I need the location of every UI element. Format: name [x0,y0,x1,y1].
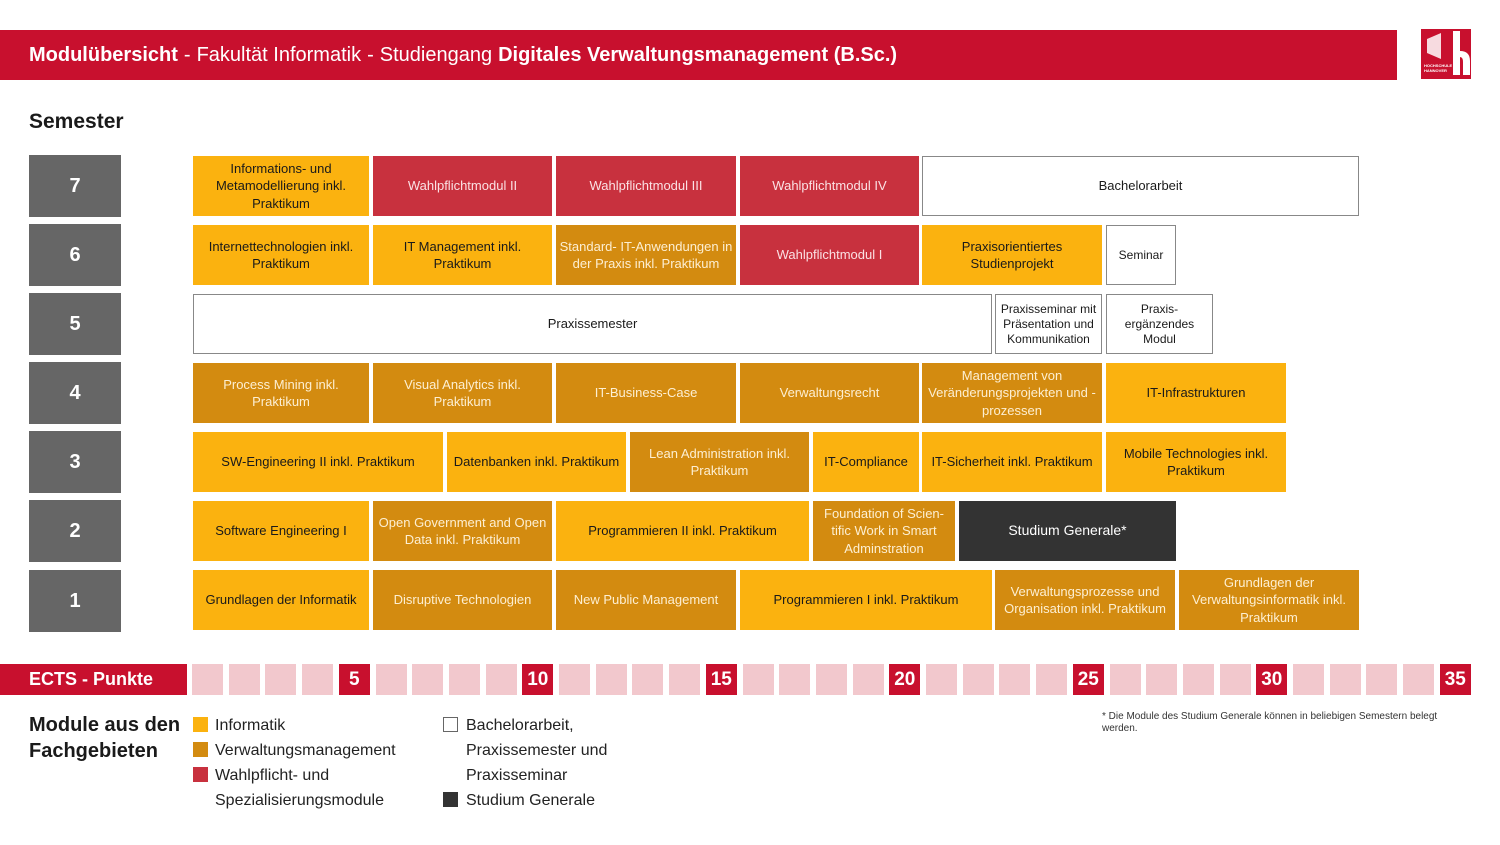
module-label: Programmieren II inkl. Praktikum [588,523,777,539]
ects-box [1293,664,1324,695]
module-card [556,570,736,630]
legend-label: Praxisseminar [466,767,568,784]
ects-box [1110,664,1141,695]
ects-box [1220,664,1251,695]
semester-1-label: 1 [29,570,121,632]
module-label: Datenbanken inkl. Praktikum [453,454,620,470]
module-card [193,432,443,492]
module-label: Praxisseminar mit Präsentation und Kommunikation [1000,301,1097,346]
ects-box [376,664,407,695]
ects-mark: 30 [1256,664,1287,695]
module-card [556,501,809,561]
module-card [959,501,1176,561]
module-card [922,432,1102,492]
module-card [193,501,369,561]
ects-mark: 15 [706,664,737,695]
module-label: Grundlagen der Verwaltungsinformatik inkl. Praktikum [1192,574,1346,625]
module-card [813,501,955,561]
module-card [193,225,369,285]
module-card [922,225,1102,285]
ects-box [669,664,700,695]
ects-box [229,664,260,695]
header-separator: - [183,43,191,66]
module-card [740,225,919,285]
module-label: Visual Analytics inkl. Praktikum [404,376,521,409]
ects-box [559,664,590,695]
module-label: Lean Administration inkl. Praktikum [649,445,790,478]
module-label: Wahlpflichtmodul I [776,247,883,263]
module-card [556,225,736,285]
module-label: Programmieren I inkl. Praktikum [773,592,959,608]
ects-box [1183,664,1214,695]
legend-label: Informatik [215,717,286,734]
module-card [1106,432,1286,492]
legend-swatch-bachelorarbeit [443,717,458,732]
legend-swatch-informatik [193,717,208,732]
module-card [373,225,552,285]
module-card [193,570,369,630]
semester-7-label: 7 [29,155,121,217]
semester-6-label: 6 [29,224,121,286]
header-bar [0,30,1397,80]
ects-box [596,664,627,695]
ects-box [779,664,810,695]
module-label: Wahlpflichtmodul III [589,178,703,194]
ects-mark: 10 [522,664,553,695]
legend-label: Wahlpflicht- und [215,767,330,784]
ects-box [743,664,774,695]
module-label: Foundation of Scien- tific Work in Smart Adminstration [824,505,944,556]
legend-label: Spezialisierungsmodule [215,792,384,809]
ects-box [1146,664,1177,695]
ects-box [999,664,1030,695]
header-title: Modulübersicht [29,43,178,66]
module-card [193,363,369,423]
legend-title-line: Fachgebieten [29,740,158,762]
header-separator: - [367,43,374,66]
legend-label: Verwaltungsmanagement [215,742,396,759]
module-label: IT-Infrastrukturen [1146,385,1246,401]
module-card [193,156,369,216]
module-card [813,432,919,492]
legend-swatch-wahlpflicht [193,767,208,782]
legend-swatch-studium-generale [443,792,458,807]
module-label: Software Engineering I [215,523,347,539]
module-label: Process Mining inkl. Praktikum [223,376,339,409]
module-card [556,363,736,423]
footnote: * Die Module des Studium Generale können in beliebigen Semestern belegt werden. [1102,711,1438,734]
ects-label: ECTS - Punkte [0,664,187,695]
module-label: Wahlpflichtmodul IV [772,178,887,194]
module-label: Wahlpflichtmodul II [407,178,518,194]
module-card [740,156,919,216]
module-card [922,363,1102,423]
ects-mark: 35 [1440,664,1471,695]
module-label: Praxisorientiertes Studienprojekt [961,238,1063,271]
module-label: Verwaltungsprozesse und Organisation inkl. Praktikum [1004,583,1166,616]
semester-2-label: 2 [29,500,121,562]
legend-label: Praxissemester und [466,742,608,759]
module-label: Seminar [1118,247,1164,262]
module-label: Informations- und Metamodellierung inkl. Praktikum [215,160,347,211]
module-label: IT-Business-Case [594,385,698,401]
module-label: Mobile Technologies inkl. Praktikum [1123,445,1269,478]
module-card [1179,570,1359,630]
ects-box [302,664,333,695]
module-label: Praxissemester [547,316,638,332]
legend-title [29,712,180,764]
semester-title: Semester [29,110,124,133]
ects-box [1330,664,1361,695]
ects-mark: 5 [339,664,370,695]
university-logo [1421,29,1471,79]
module-label: Standard- IT-Anwendungen in der Praxis inkl. Praktikum [559,238,733,271]
legend-swatch-verwaltung [193,742,208,757]
semester-3-label: 3 [29,431,121,493]
module-card [740,363,919,423]
ects-box [265,664,296,695]
ects-box [412,664,443,695]
ects-mark: 25 [1073,664,1104,695]
module-label: SW-Engineering II inkl. Praktikum [221,454,415,470]
header-program-label: Studiengang [379,43,493,66]
ects-box [192,664,223,695]
module-card [193,294,992,354]
module-card [1106,363,1286,423]
module-label: Internettechnologien inkl. Praktikum [208,238,354,271]
module-card [630,432,809,492]
ects-box [632,664,663,695]
module-card [373,570,552,630]
module-card [995,294,1102,354]
semester-4-label: 4 [29,362,121,424]
module-label: Management von Veränderungsprojekten und -prozessen [928,367,1096,418]
module-card [373,156,552,216]
header-faculty: Fakultät Informatik [196,43,362,66]
module-label: IT-Sicherheit inkl. Praktikum [931,454,1093,470]
module-card [373,501,552,561]
legend-title-line: Module aus den [29,714,181,736]
module-card [995,570,1175,630]
module-card [373,363,552,423]
module-label: New Public Management [573,592,719,608]
module-card [922,156,1359,216]
ects-box [449,664,480,695]
ects-box [926,664,957,695]
ects-box [853,664,884,695]
legend-label: Bachelorarbeit, [466,717,574,734]
module-label: IT-Compliance [824,454,908,470]
module-label: Disruptive Technologien [393,592,532,608]
legend-label: Studium Generale [466,792,595,809]
module-card [447,432,626,492]
ects-box [816,664,847,695]
header-program-name: Digitales Verwaltungsmanagement (B.Sc.) [498,43,898,66]
ects-box [1036,664,1067,695]
module-card [1106,225,1176,285]
module-label: Grundlagen der Informatik [205,592,357,608]
ects-mark: 20 [889,664,920,695]
module-label: Studium Generale* [1008,522,1127,539]
ects-box [1366,664,1397,695]
module-label: Praxis- ergänzendes Modul [1124,301,1195,346]
logo-text: HOCHSCHULE HANNOVER [1424,63,1453,73]
module-card [556,156,736,216]
ects-box [486,664,517,695]
module-label: IT Management inkl. Praktikum [403,238,522,271]
module-card [1106,294,1213,354]
module-card [740,570,992,630]
module-label: Bachelorarbeit [1098,178,1183,194]
ects-box [1403,664,1434,695]
semester-5-label: 5 [29,293,121,355]
module-label: Open Government and Open Data inkl. Praktikum [378,514,547,547]
module-label: Verwaltungsrecht [779,385,880,401]
ects-box [963,664,994,695]
